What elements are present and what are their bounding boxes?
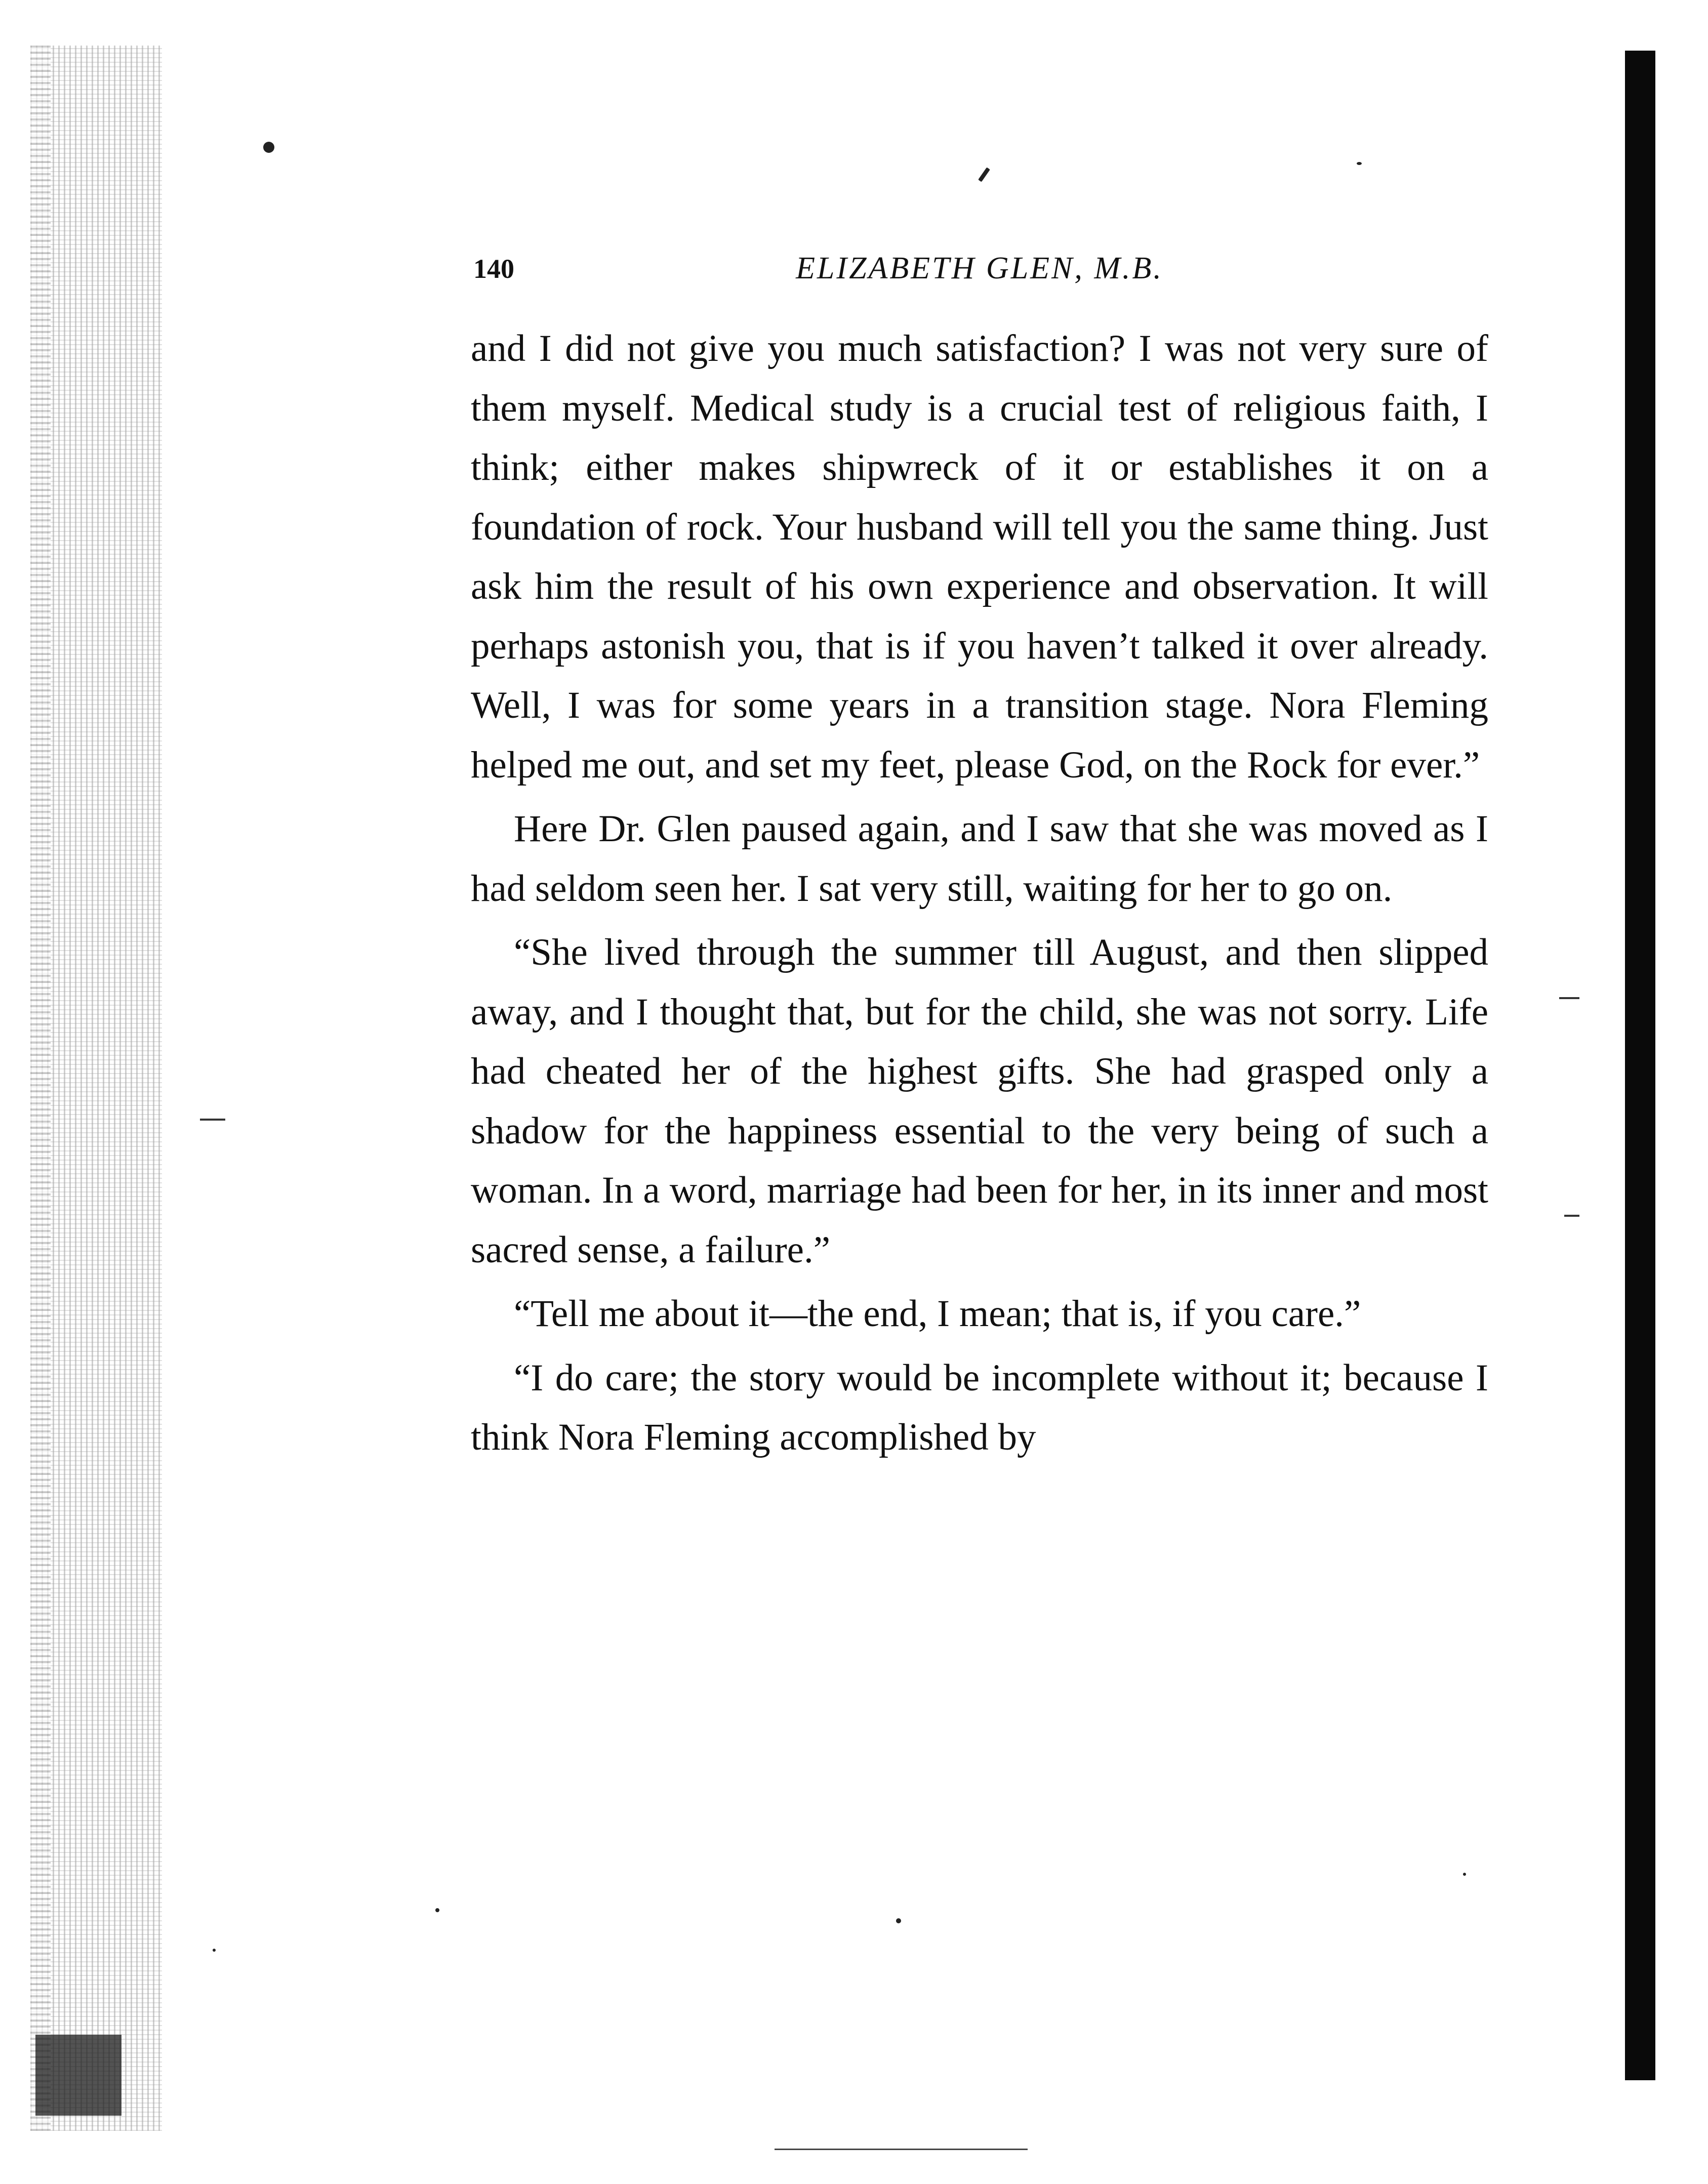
paragraph: “She lived through the summer till August, and then slipped away, and I thought that, but for the child, she was not sorry. Life had cheated her of the highest gifts. She had grasped only a shadow for the happiness essential to the very being of such a woman. In a word, marriage had been for her, in its inner and most sacred sense, a failure.” [471, 931, 1488, 1271]
scan-speck [1463, 1873, 1466, 1876]
running-head [471, 248, 1488, 294]
paragraph: “I do care; the story would be incomplete without it; because I think Nora Fleming accomplished by [471, 1356, 1488, 1458]
scan-speck [435, 1908, 439, 1912]
scan-left-edge-artifact [30, 46, 162, 2131]
paragraph-continued: and I did not give you much satisfaction? I was not very sure of them myself. Medical study is a crucial test of religious faith, I think; either makes shipwreck of it or establishes it on a foundation of rock. Your husband will tell you the same thing. Just ask him the result of his own experience and observation. It will perhaps astonish you, that is if you haven’t talked it over already. Well, I was for some years in a transition stage. Nora Fleming helped me out, and set my feet, please God, on the Rock for ever.” [471, 327, 1488, 786]
scan-bottom-rule [775, 2149, 1028, 2150]
scan-dash [1559, 997, 1579, 999]
scan-speck [896, 1918, 901, 1923]
scan-speck [213, 1949, 216, 1952]
scan-speck [1357, 162, 1362, 165]
paragraph: “Tell me about it—the end, I mean; that is, if you care.” [514, 1293, 1361, 1335]
page-number: 140 [473, 254, 514, 284]
scan-dash [1564, 1215, 1579, 1217]
scan-speck [263, 142, 274, 153]
scan-right-edge-bar [1625, 51, 1655, 2080]
paragraph: Here Dr. Glen paused again, and I saw that she was moved as I had seldom seen her. I sat very still, waiting for her to go on. [471, 808, 1488, 910]
scan-speck [978, 167, 990, 182]
scan-left-corner-artifact [35, 2035, 121, 2116]
running-title: ELIZABETH GLEN, M.B. [796, 251, 1163, 285]
book-page [471, 248, 1488, 1467]
scan-dash [200, 1119, 225, 1121]
